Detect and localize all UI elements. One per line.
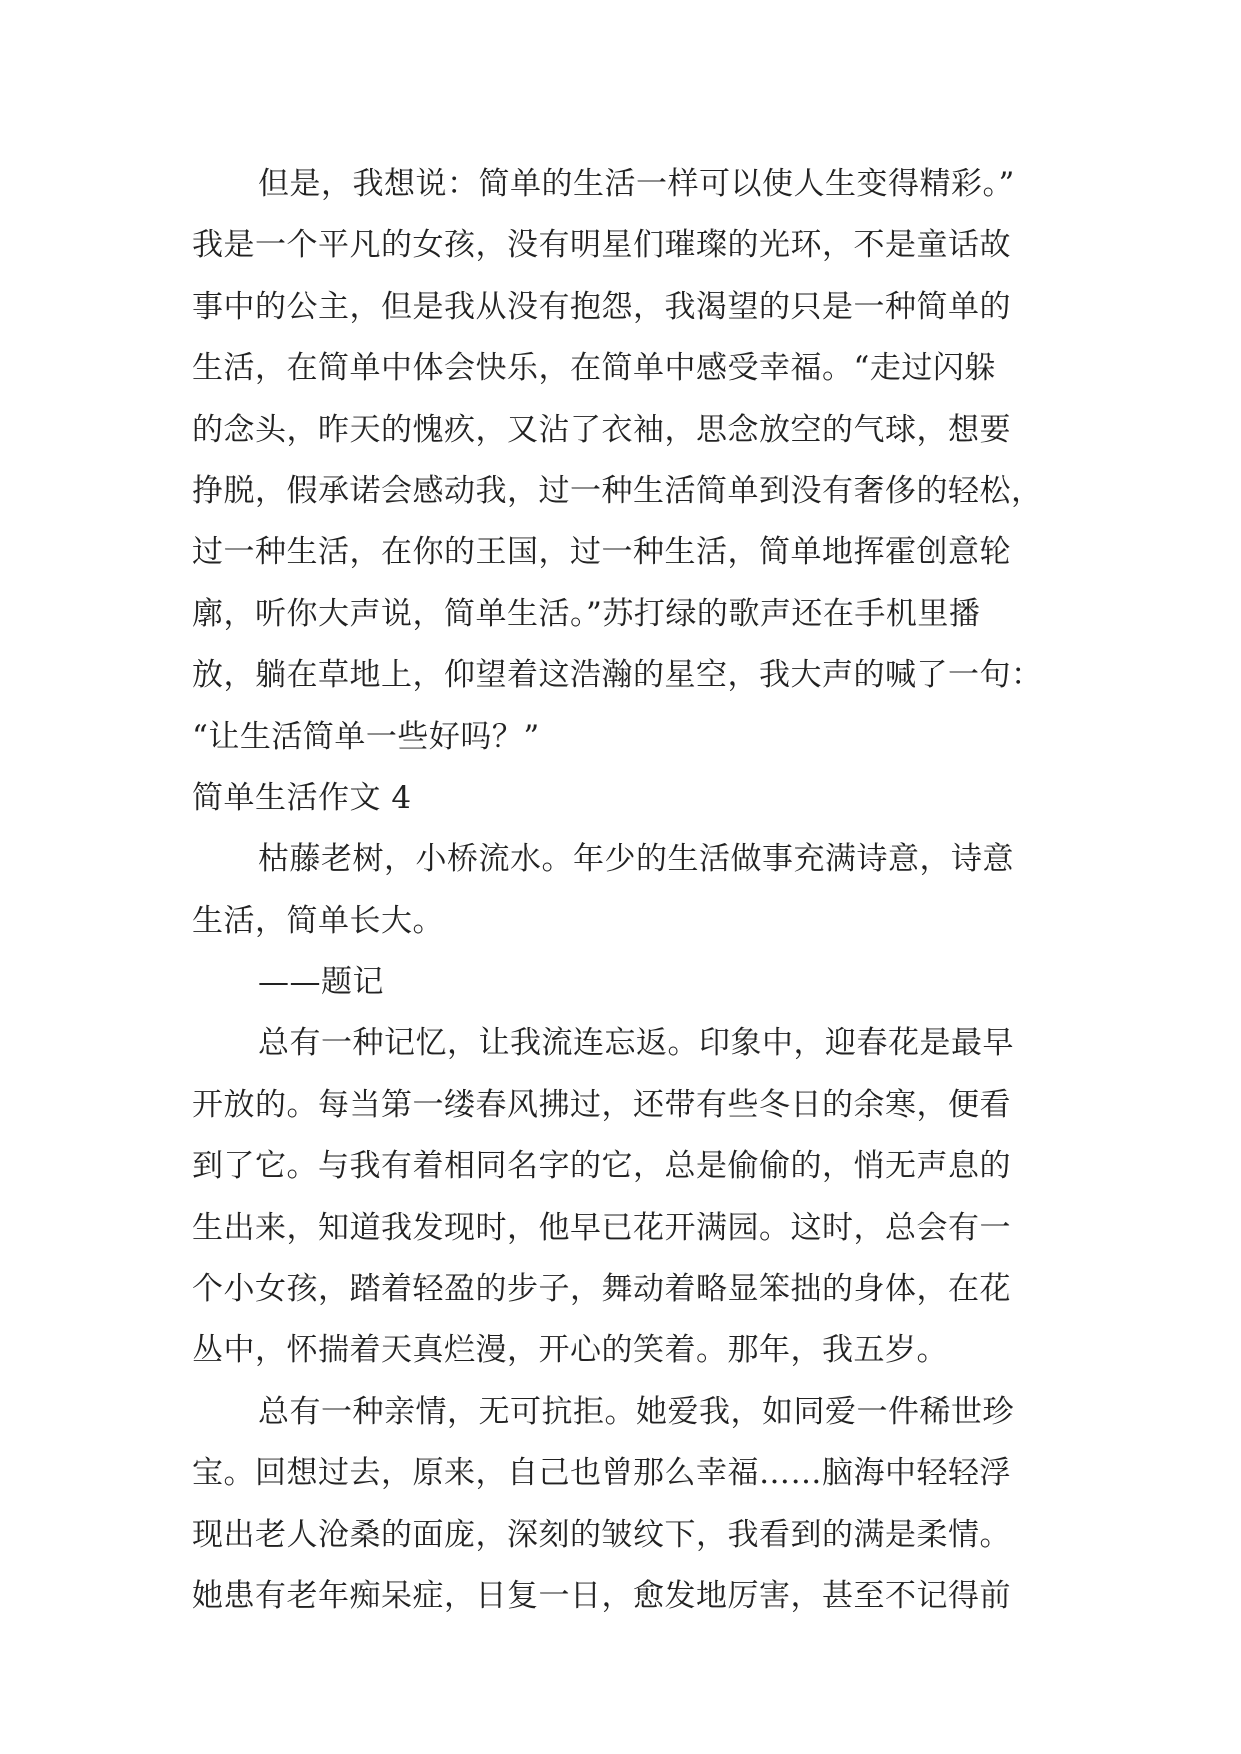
text-line: 生活，简单长大。 bbox=[192, 902, 444, 939]
epigraph-attribution: ——题记 bbox=[258, 964, 384, 1001]
text-line: 我是一个平凡的女孩，没有明星们璀璨的光环，不是童话故 bbox=[192, 227, 1011, 264]
document-body bbox=[192, 154, 1072, 1627]
text-line: 宝。回想过去，原来，自己也曾那么幸福……脑海中轻轻浮 bbox=[192, 1455, 1011, 1492]
text-line: 过一种生活，在你的王国，过一种生活，简单地挥霍创意轮 bbox=[192, 534, 1011, 571]
text-line: 总有一种记忆，让我流连忘返。印象中，迎春花是最早 bbox=[258, 1025, 1014, 1062]
text-line: 生活，在简单中体会快乐，在简单中感受幸福。“走过闪躲 bbox=[192, 350, 996, 387]
text-line: 放，躺在草地上，仰望着这浩瀚的星空，我大声的喊了一句： bbox=[192, 657, 1043, 694]
text-line: 总有一种亲情，无可抗拒。她爱我，如同爱一件稀世珍 bbox=[258, 1393, 1014, 1430]
section-heading: 简单生活作文 4 bbox=[192, 779, 412, 816]
text-line: 生出来，知道我发现时，他早已花开满园。这时，总会有一 bbox=[192, 1209, 1011, 1246]
text-line: 丛中，怀揣着天真烂漫，开心的笑着。那年，我五岁。 bbox=[192, 1332, 948, 1369]
text-line: 个小女孩，踏着轻盈的步子，舞动着略显笨拙的身体，在花 bbox=[192, 1271, 1011, 1308]
text-line: 开放的。每当第一缕春风拂过，还带有些冬日的余寒，便看 bbox=[192, 1086, 1011, 1123]
text-line: 挣脱，假承诺会感动我，过一种生活简单到没有奢侈的轻松， bbox=[192, 472, 1043, 509]
text-line: 枯藤老树，小桥流水。年少的生活做事充满诗意，诗意 bbox=[258, 841, 1014, 878]
text-line: 到了它。与我有着相同名字的它，总是偷偷的，悄无声息的 bbox=[192, 1148, 1011, 1185]
text-line: 廓，听你大声说，简单生活。”苏打绿的歌声还在手机里播 bbox=[192, 595, 981, 632]
text-line: 现出老人沧桑的面庞，深刻的皱纹下，我看到的满是柔情。 bbox=[192, 1516, 1011, 1553]
text-line: 她患有老年痴呆症，日复一日，愈发地厉害，甚至不记得前 bbox=[192, 1577, 1011, 1614]
text-line: 但是，我想说：简单的生活一样可以使人生变得精彩。” bbox=[258, 166, 1015, 202]
text-line: 的念头，昨天的愧疚，又沾了衣袖，思念放空的气球，想要 bbox=[192, 411, 1011, 448]
text-line: “让生活简单一些好吗？” bbox=[192, 718, 540, 755]
text-line: 事中的公主，但是我从没有抱怨，我渴望的只是一种简单的 bbox=[192, 288, 1011, 325]
